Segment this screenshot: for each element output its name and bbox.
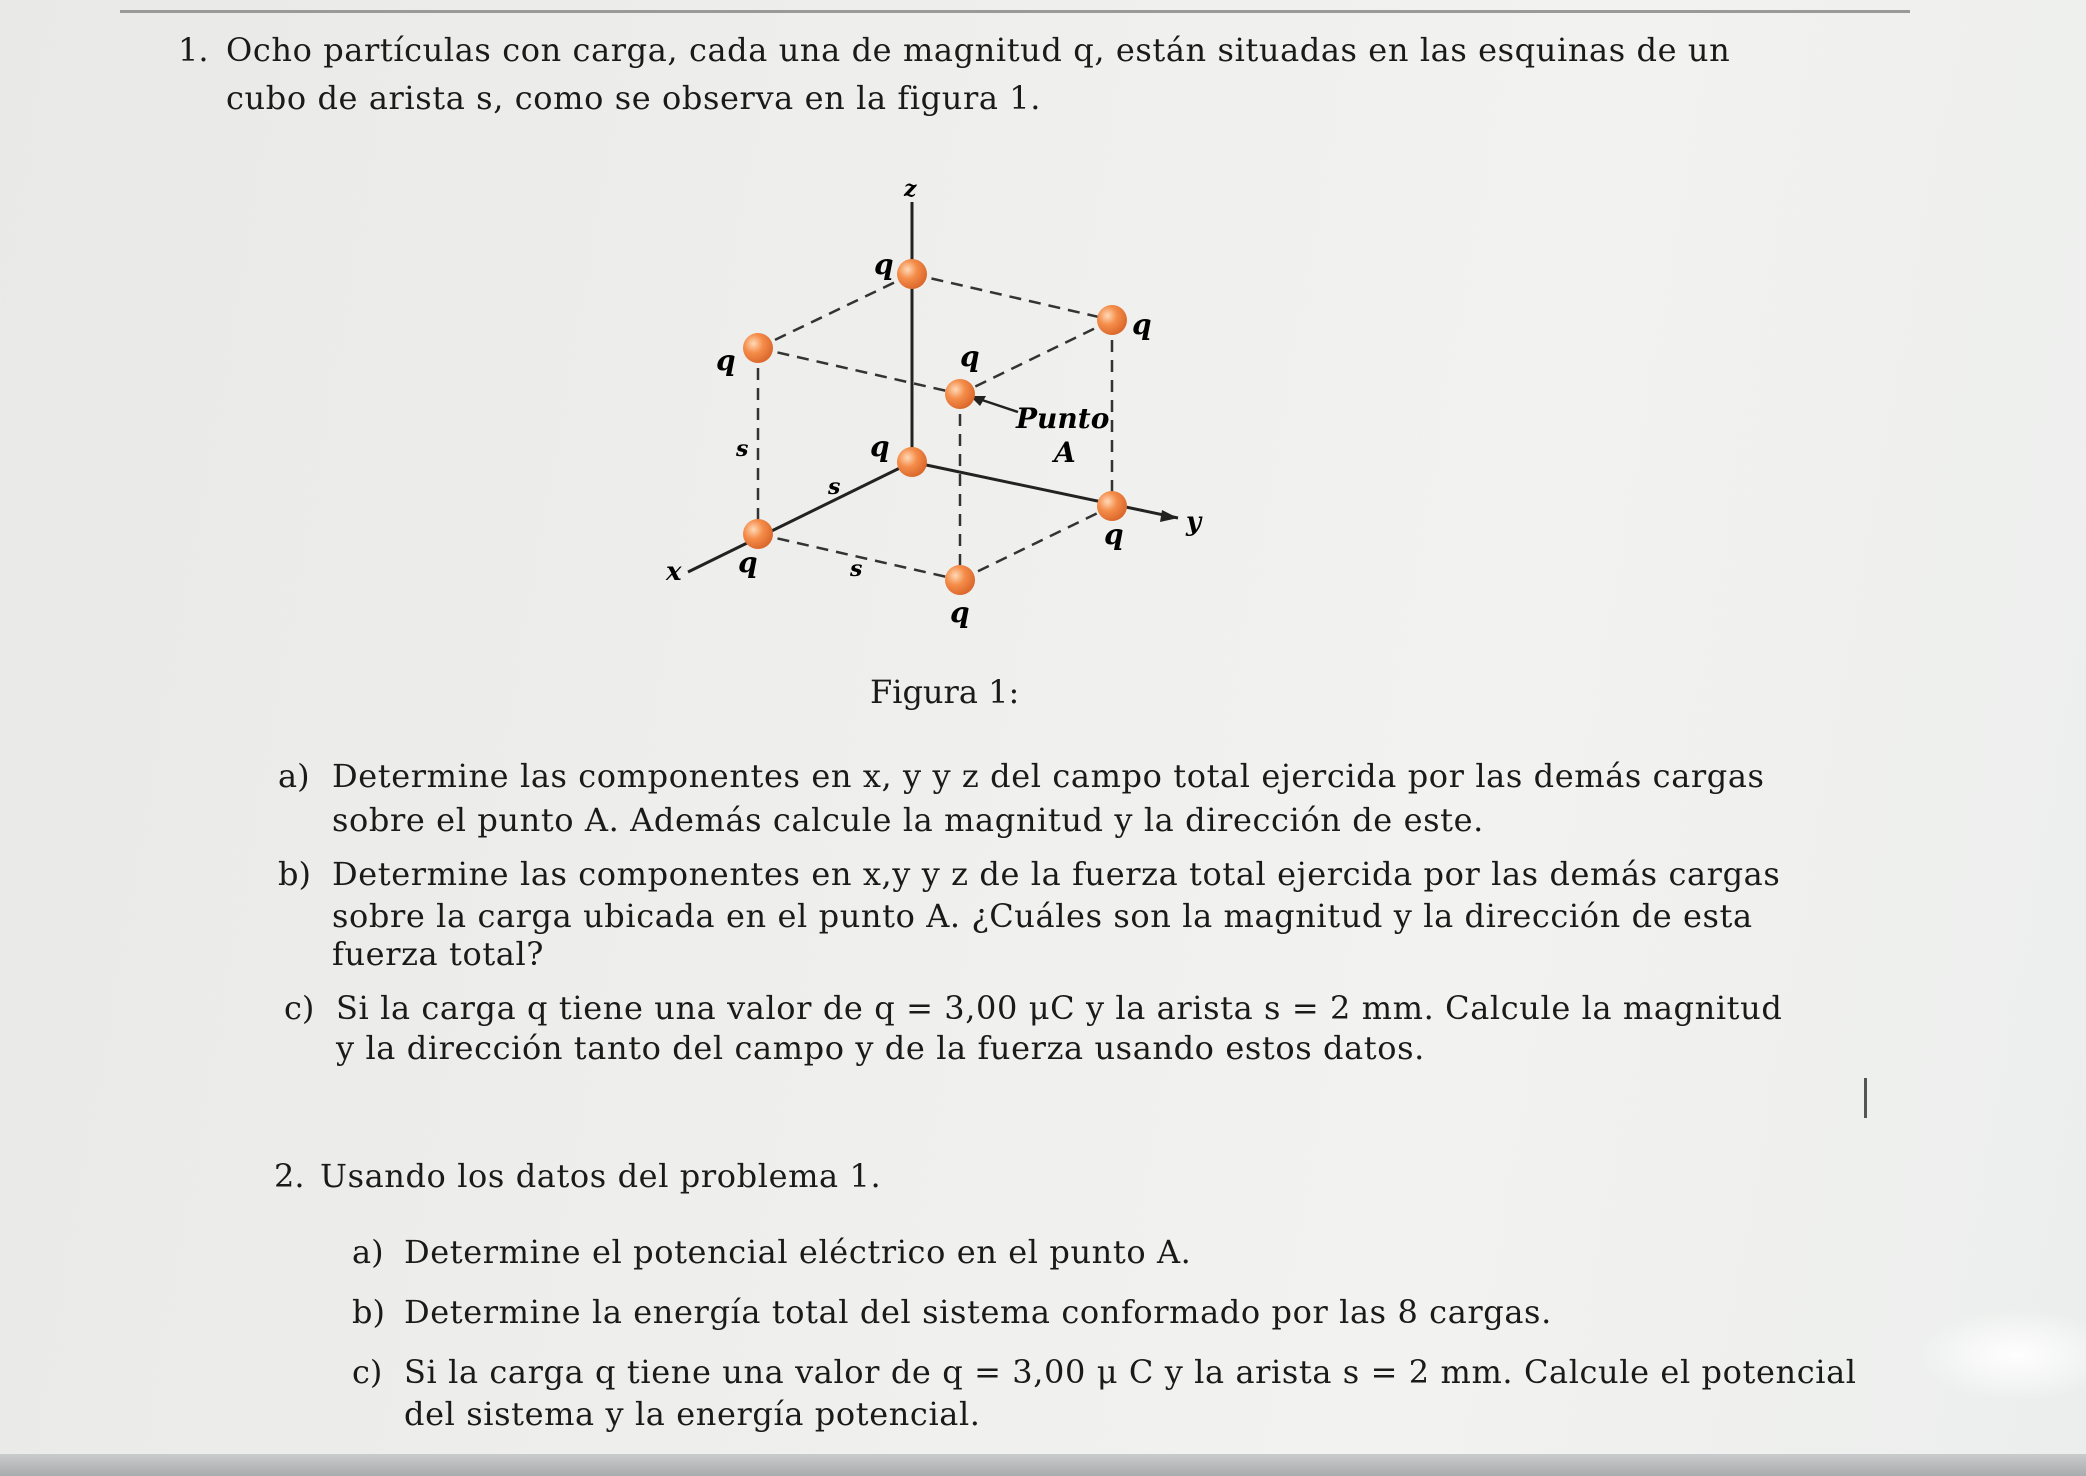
charge-label: q — [716, 344, 736, 377]
part-2c-line2: del sistema y la energía potencial. — [404, 1395, 981, 1433]
charge-top-back — [897, 259, 927, 289]
charge-label: q — [960, 340, 980, 373]
part-2b-label: b) — [352, 1293, 385, 1331]
part-1c-line2: y la dirección tanto del campo y de la fuerza usando estos datos. — [336, 1029, 1425, 1067]
problem2-statement: Usando los datos del problema 1. — [320, 1157, 882, 1195]
charge-bottom-left — [743, 519, 773, 549]
axis-y-label: y — [1186, 507, 1202, 537]
charge-bottom-right — [1097, 491, 1127, 521]
figure-caption: Figura 1: — [870, 673, 1020, 711]
problem1-number: 1. — [178, 31, 209, 69]
charge-top-left — [743, 333, 773, 363]
charge-label: q — [950, 596, 970, 629]
charge-label: q — [1104, 518, 1124, 551]
part-2a-label: a) — [352, 1233, 384, 1271]
part-1a-line1: Determine las componentes en x, y y z del campo total ejercida por las demás cargas — [332, 757, 1765, 795]
charge-top-right — [1097, 305, 1127, 335]
charge-label: q — [874, 248, 894, 281]
part-1c-line1: Si la carga q tiene una valor de q = 3,00 μC y la arista s = 2 mm. Calcule la magnitud — [336, 989, 1783, 1027]
part-1b-line1: Determine las componentes en x,y y z de la fuerza total ejercida por las demás cargas — [332, 855, 1781, 893]
problem1-statement-line1: Ocho partículas con carga, cada una de magnitud q, están situadas en las esquinas de un — [226, 31, 1731, 69]
part-1b-line2: sobre la carga ubicada en el punto A. ¿Cuáles son la magnitud y la dirección de esta — [332, 897, 1753, 935]
top-rule — [120, 10, 1910, 13]
problem2-number: 2. — [274, 1157, 305, 1195]
bottom-status-bar — [0, 1454, 2086, 1476]
problem1-statement-line2: cubo de arista s, como se observa en la figura 1. — [226, 79, 1042, 117]
cube-figure — [640, 160, 1240, 640]
screen-glare — [1916, 1310, 2086, 1400]
x-axis — [688, 462, 912, 572]
charge-label: q — [870, 430, 890, 463]
part-1a-line2: sobre el punto A. Además calcule la magnitud y la dirección de este. — [332, 801, 1484, 839]
charge-origin — [897, 447, 927, 477]
point-a-label-line1: Punto — [1016, 402, 1110, 435]
y-axis — [912, 462, 1178, 518]
part-2b-line1: Determine la energía total del sistema conformado por las 8 cargas. — [404, 1293, 1552, 1331]
part-1b-line3: fuerza total? — [332, 935, 545, 973]
axis-x-label: x — [666, 557, 682, 587]
charge-label: q — [738, 546, 758, 579]
part-1a-label: a) — [278, 757, 310, 795]
edge-label-front: s — [850, 556, 863, 582]
text-cursor — [1864, 1078, 1867, 1118]
charge-label: q — [1132, 308, 1152, 341]
charge-bottom-front — [945, 565, 975, 595]
edge-label-vertical: s — [736, 436, 749, 462]
point-a-label-line2: A — [1054, 436, 1076, 469]
part-1c-label: c) — [284, 989, 315, 1027]
part-2c-line1: Si la carga q tiene una valor de q = 3,00 μ C y la arista s = 2 mm. Calcule el potencial — [404, 1353, 1857, 1391]
part-1b-label: b) — [278, 855, 311, 893]
edge-label-depth: s — [828, 474, 841, 500]
charge-point-a — [945, 379, 975, 409]
part-2c-label: c) — [352, 1353, 383, 1391]
part-2a-line1: Determine el potencial eléctrico en el punto A. — [404, 1233, 1192, 1271]
axis-z-label: z — [904, 176, 917, 202]
